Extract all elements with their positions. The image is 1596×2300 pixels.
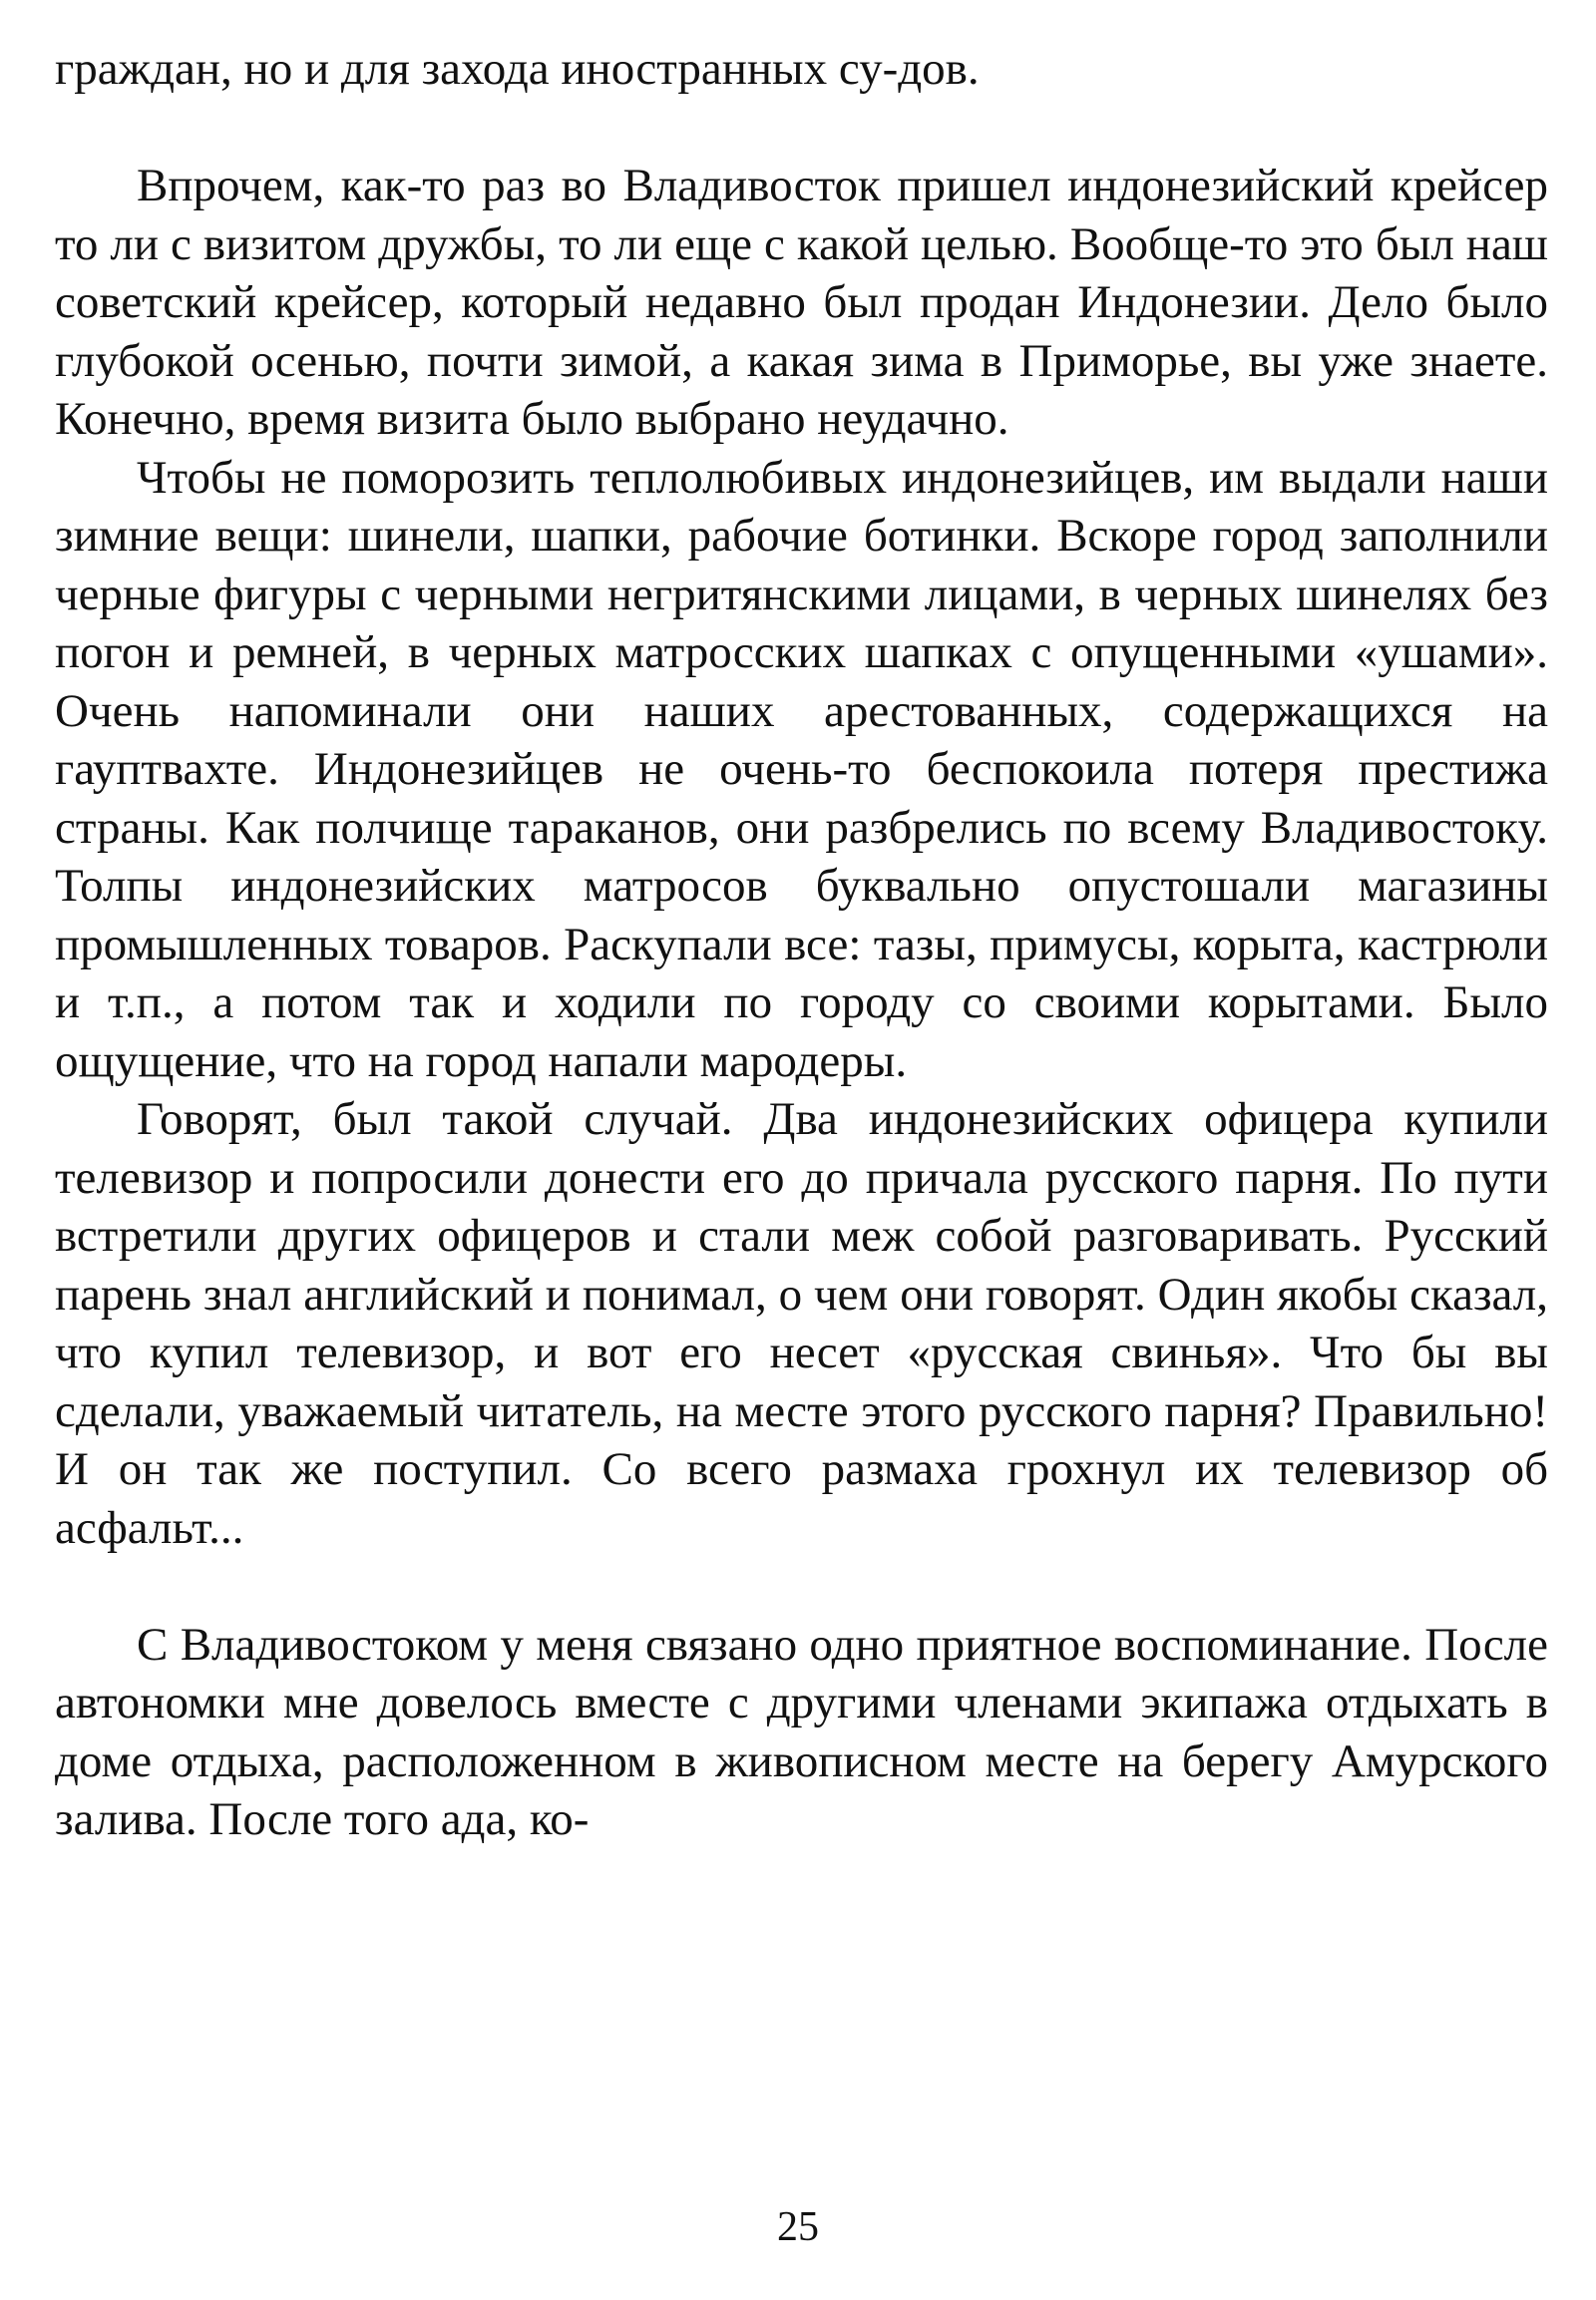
section-gap bbox=[55, 99, 1548, 158]
paragraph-winter-clothes: Чтобы не поморозить теплолюбивых индонезийцев, им выдали наши зимние вещи: шинели, шапки, рабочие ботинки. Вскоре город заполнили черные фигуры с черными негритянскими лицами, в черных шинелях без погон и ремней, в черных матросских шапках с опущенными «ушами». Очень напоминали они наших арестованных, содержащихся на гауптвахте. Индонезийцев не очень-то беспокоила потеря престижа страны. Как полчище тараканов, они разбрелись по всему Владивостоку. Толпы индонезийских матросов буквально опустошали магазины промышленных товаров. Раскупали все: тазы, примусы, корыта, кастрюли и т.п., а потом так и ходили по городу со своими корытами. Было ощущение, что на город напали мародеры. bbox=[55, 451, 1548, 1087]
section-gap bbox=[55, 1557, 1548, 1616]
paragraph-cruiser-visit: Впрочем, как-то раз во Владивосток пришел индонезийский крейсер то ли с визитом дружбы, то ли еще с какой целью. Вообще-то это был наш советский крейсер, который недавно был продан Индонезии. Дело было глубокой осенью, почти зимой, а какая зима в Приморье, вы уже знаете. Конечно, время визита было выбрано неудачно. bbox=[55, 160, 1548, 445]
paragraph-vladivostok-memory: С Владивостоком у меня связано одно приятное воспоминание. После автономки мне довелось вместе с другими членами экипажа отдыхать в доме отдыха, расположенном в живописном месте на берегу Амурского залива. После того ада, ко- bbox=[55, 1618, 1548, 1845]
paragraph-television-story: Говорят, был такой случай. Два индонезийских офицера купили телевизор и попросили донести его до причала русского парня. По пути встретили других офицеров и стали меж собой разговаривать. Русский парень знал английский и понимал, о чем они говорят. Один якобы сказал, что купил телевизор, и вот его несет «русская свинья». Что бы вы сделали, уважаемый читатель, на месте этого русского парня? Правильно! И он так же поступил. Со всего размаха грохнул их телевизор об асфальт... bbox=[55, 1093, 1548, 1554]
paragraph-continuation: граждан, но и для захода иностранных су-дов. bbox=[55, 43, 980, 95]
page-number: 25 bbox=[777, 2204, 819, 2250]
